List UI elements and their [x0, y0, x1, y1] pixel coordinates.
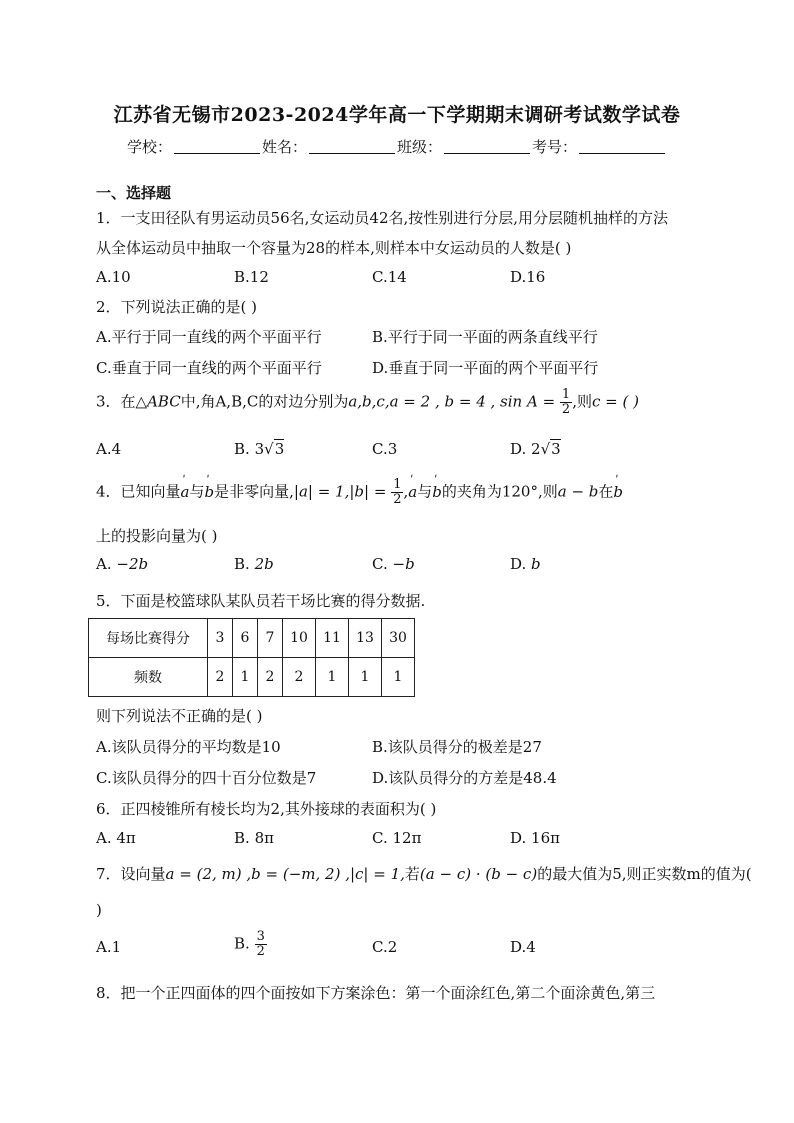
table-cell: 30 [382, 619, 415, 658]
name-blank [309, 139, 395, 154]
table-cell: 2 [283, 658, 316, 697]
q5-option-d: D.该队员得分的方差是48.4 [372, 769, 557, 787]
table-cell: 3 [208, 619, 233, 658]
q3-option-c: C.3 [372, 440, 398, 458]
class-blank [444, 139, 530, 154]
table-row [89, 619, 415, 658]
q4-option-d: D. b [510, 555, 541, 573]
q2-option-a: A.平行于同一直线的两个平面平行 [96, 328, 322, 346]
q4-fraction: $\frac{1}{2}$ [393, 477, 402, 507]
number-blank [579, 139, 665, 154]
q7-option-a: A.1 [96, 938, 122, 956]
table-cell: 6 [233, 619, 258, 658]
q4-stem: 4．已知向量ʹ a与ʹ b是非零向量,|a| = 1,|b| = $\frac{1}{2}$ ,ʹ a与ʹ b的夹角为120°,则a − b在ʹ b [96, 478, 623, 507]
q5-option-c: C.该队员得分的四十百分位数是7 [96, 769, 317, 787]
q6-option-a: A. 4π [96, 829, 136, 847]
q3-stem: 3．在△ABC中,角A,B,C的对边分别为a,b,c,a = 2 , b = 4 , sin A = $\frac{1}{2}$ ,则c = ( ) [96, 387, 639, 417]
number-label: 考号： [532, 138, 578, 156]
q3-option-a: A.4 [96, 440, 122, 458]
q5-option-b: B.该队员得分的极差是27 [372, 738, 542, 756]
table-row [89, 658, 415, 697]
q7-stem: 7．设向量a = (2, m) ,b = (−m, 2) ,|c| = 1,若(a − c) · (b − c)的最大值为5,则正实数m的值为( [96, 865, 752, 883]
student-info-line [0, 136, 794, 157]
q5-stem: 5．下面是校篮球队某队员若干场比赛的得分数据. [96, 592, 426, 610]
q1-option-d: D.16 [510, 268, 546, 286]
table-cell: 1 [382, 658, 415, 697]
q4-option-a: A. −2b [96, 555, 149, 573]
table-header-cell: 频数 [89, 658, 208, 697]
q7-option-b: B. $\frac{3}{2}$ [234, 929, 265, 959]
table-cell: 2 [208, 658, 233, 697]
q3-option-b: B. 3√3 [234, 440, 285, 458]
table-cell: 10 [283, 619, 316, 658]
table-cell: 7 [258, 619, 283, 658]
q2-option-b: B.平行于同一平面的两条直线平行 [372, 328, 598, 346]
q8-line1: 8．把一个正四面体的四个面按如下方案涂色：第一个面涂红色,第二个面涂黄色,第三 [96, 984, 656, 1002]
school-label: 学校： [126, 138, 172, 156]
school-blank [174, 139, 260, 154]
q7-fraction: $\frac{3}{2}$ [256, 929, 265, 959]
q6-option-d: D. 16π [510, 829, 560, 847]
q7-option-d: D.4 [510, 938, 536, 956]
page-title: 江苏省无锡市2023-2024学年高一下学期期末调研考试数学试卷 [113, 104, 681, 126]
table-cell: 11 [316, 619, 349, 658]
q2-stem: 2．下列说法正确的是( ) [96, 298, 258, 316]
table-cell: 1 [349, 658, 382, 697]
score-table [88, 618, 415, 697]
q7-line2: ) [96, 901, 102, 919]
q6-option-c: C. 12π [372, 829, 422, 847]
q5-option-a: A.该队员得分的平均数是10 [96, 738, 281, 756]
q6-option-b: B. 8π [234, 829, 274, 847]
q1-line2: 从全体运动员中抽取一个容量为28的样本,则样本中女运动员的人数是( ) [96, 239, 572, 257]
q1-option-c: C.14 [372, 268, 407, 286]
table-cell: 2 [258, 658, 283, 697]
q2-option-c: C.垂直于同一直线的两个平面平行 [96, 359, 322, 377]
q5-ask: 则下列说法不正确的是( ) [96, 707, 263, 725]
name-label: 姓名： [261, 138, 307, 156]
q7-option-c: C.2 [372, 938, 398, 956]
table-cell: 13 [349, 619, 382, 658]
q4-option-c: C. −b [372, 555, 415, 573]
q4-line2: 上的投影向量为( ) [96, 527, 218, 545]
table-header-cell: 每场比赛得分 [89, 619, 208, 658]
q2-option-d: D.垂直于同一平面的两个平面平行 [372, 359, 599, 377]
q1-option-b: B.12 [234, 268, 269, 286]
table-cell: 1 [233, 658, 258, 697]
q1-option-a: A.10 [96, 268, 131, 286]
q6-stem: 6．正四棱锥所有棱长均为2,其外接球的表面积为( ) [96, 800, 437, 818]
q3-option-d: D. 2√3 [510, 440, 561, 458]
table-cell: 1 [316, 658, 349, 697]
section-heading: 一、选择题 [96, 184, 172, 202]
q3-fraction: $\frac{1}{2}$ [561, 387, 571, 417]
q1-line1: 1．一支田径队有男运动员56名,女运动员42名,按性别进行分层,用分层随机抽样的方法 [96, 209, 669, 227]
class-label: 班级： [397, 138, 443, 156]
q4-option-b: B. 2b [234, 555, 274, 573]
